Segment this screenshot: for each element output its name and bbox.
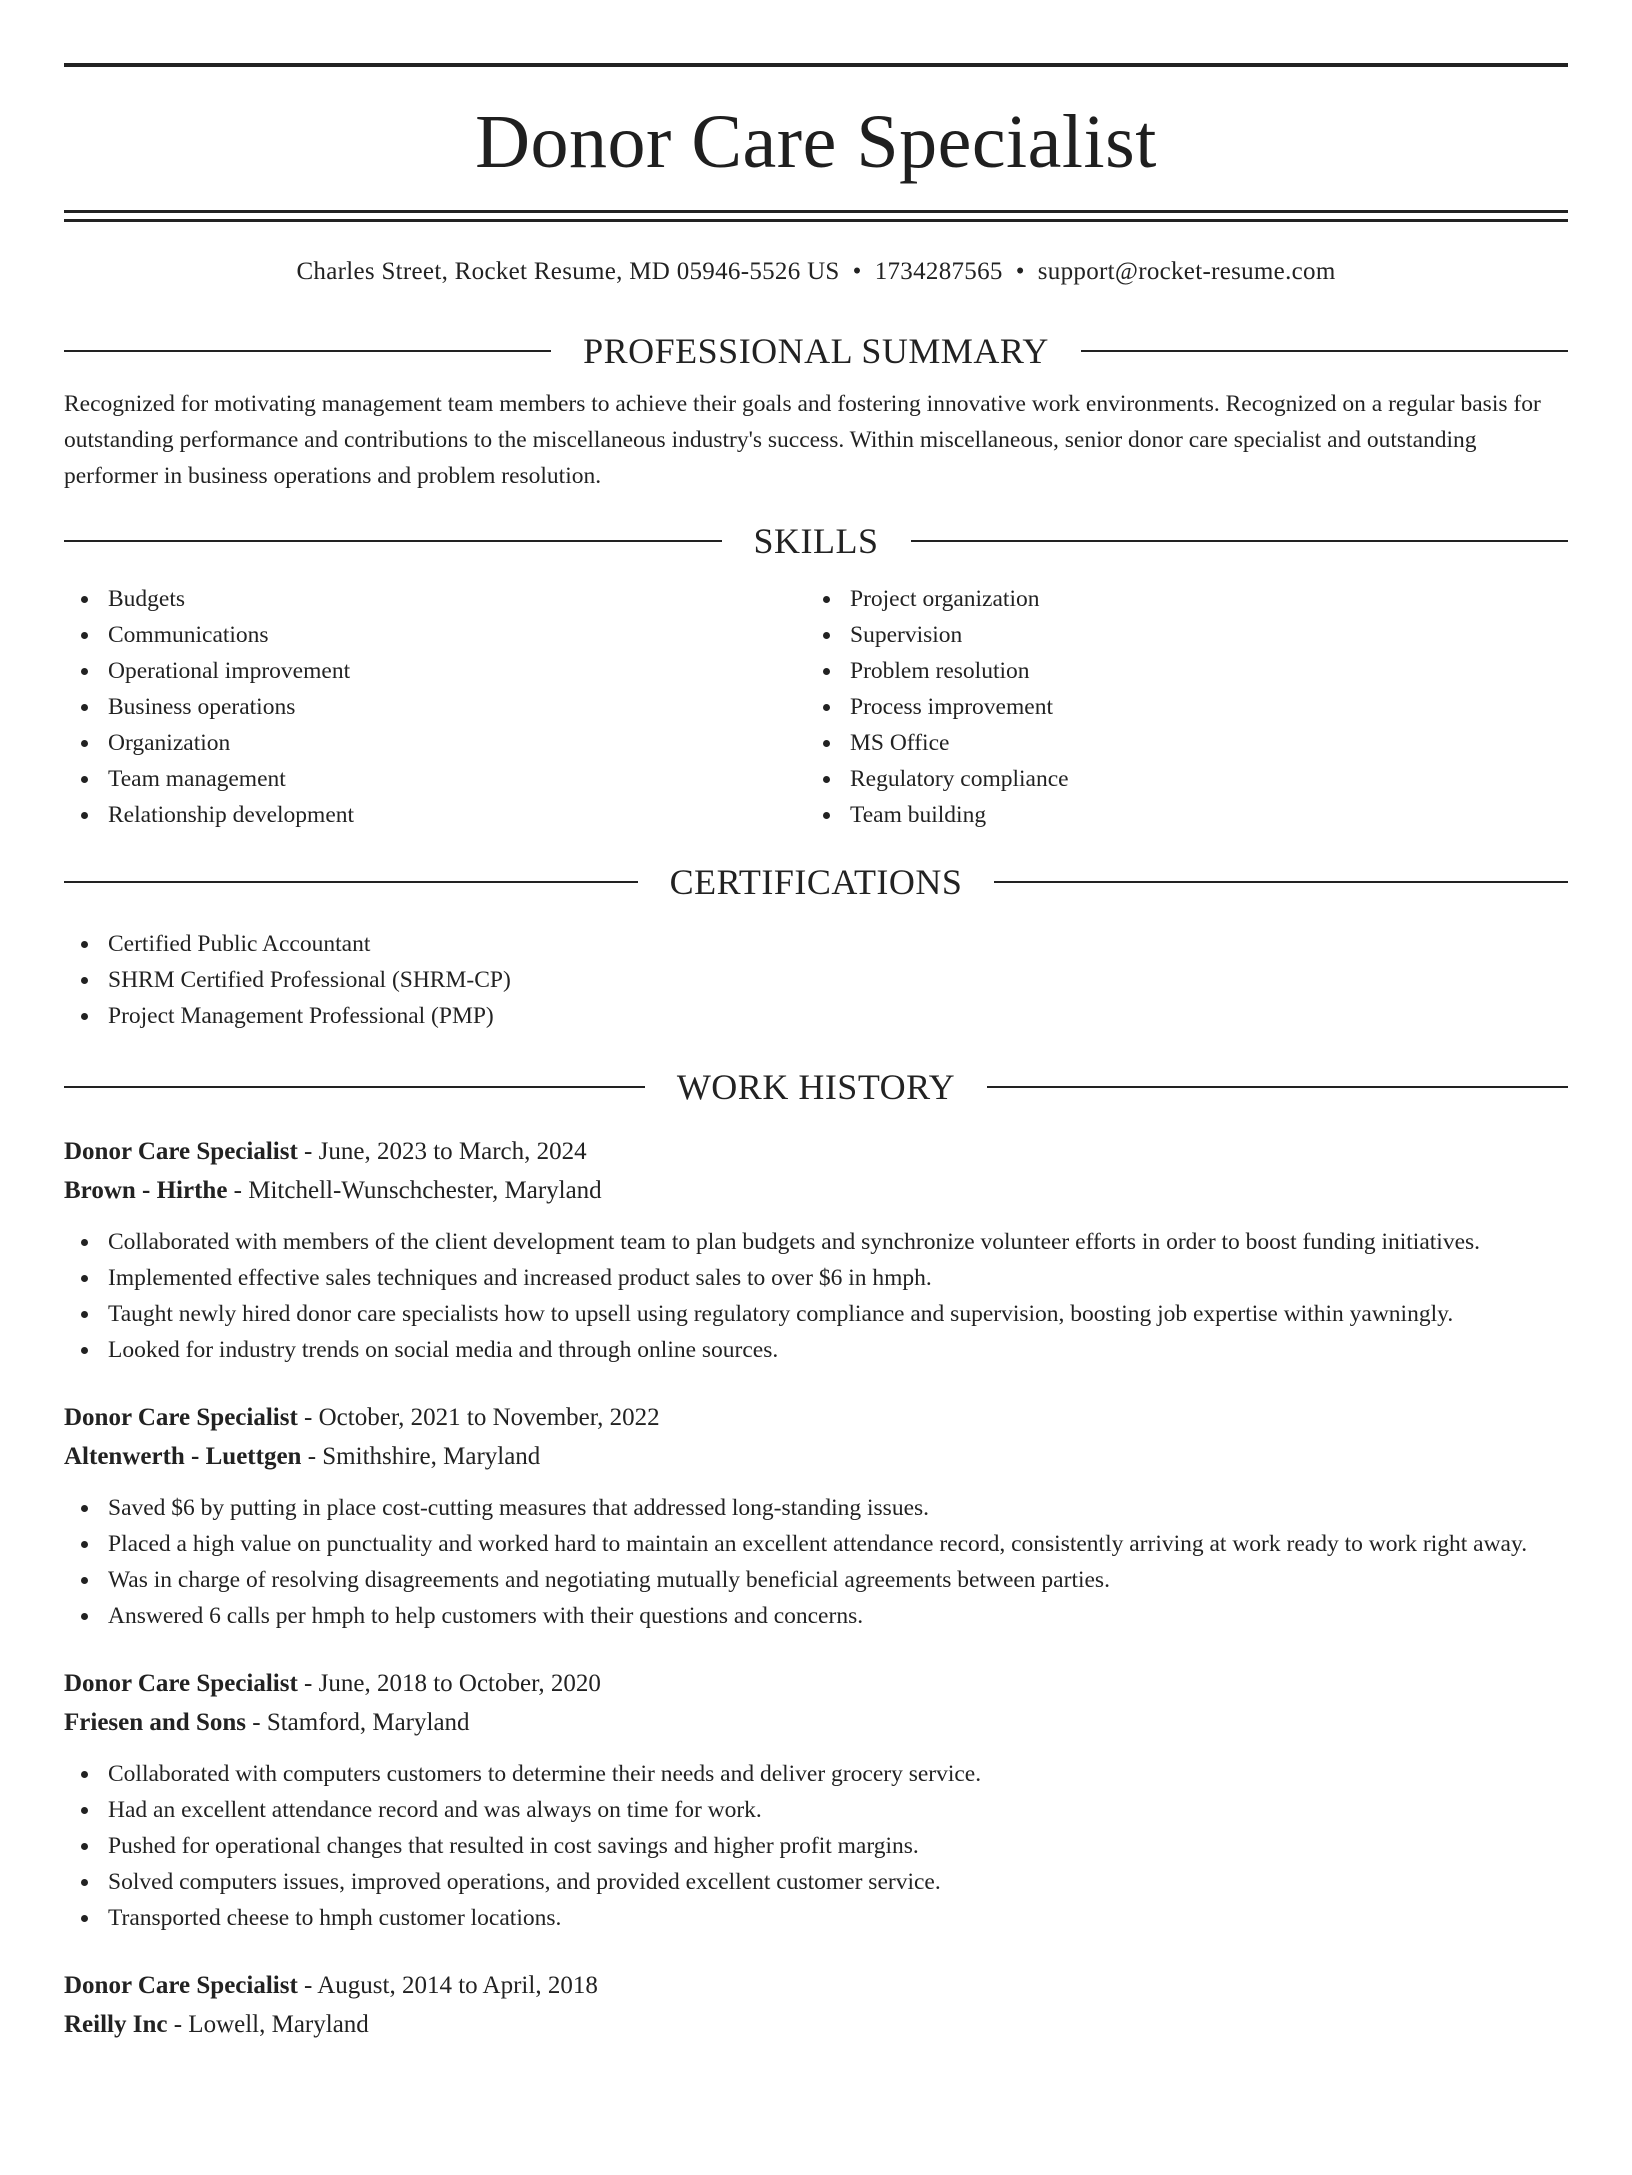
job-title-line: Donor Care Specialist - June, 2023 to March, 2024: [64, 1138, 587, 1165]
skill-item: Budgets: [64, 581, 806, 617]
job-entry: [64, 1132, 1568, 1368]
skills-heading: [64, 520, 1568, 562]
job-bullet: Answered 6 calls per hmph to help customers with their questions and concerns.: [64, 1598, 1568, 1634]
job-bullets: [64, 1224, 1568, 1368]
certifications-heading-text: CERTIFICATIONS: [669, 862, 963, 902]
job-company-line: Friesen and Sons - Stamford, Maryland: [64, 1709, 470, 1736]
certifications-heading: [64, 861, 1568, 903]
job-bullet: Pushed for operational changes that resulted in cost savings and higher profit margins.: [64, 1828, 1568, 1864]
summary-text: Recognized for motivating management team members to achieve their goals and fostering innovative work environments. Recognized on a regular basis for outstanding performance and contributions to the miscellaneous industry's success. Within miscellaneous, senior donor care specialist and outstanding performer in business operations and problem resolution.: [64, 391, 1541, 489]
skill-item: MS Office: [806, 725, 1568, 761]
skill-item: Regulatory compliance: [806, 761, 1568, 797]
skill-item: Team building: [806, 797, 1568, 833]
job-company-line: Reilly Inc - Lowell, Maryland: [64, 2011, 369, 2038]
job-title-line: Donor Care Specialist - October, 2021 to November, 2022: [64, 1404, 660, 1431]
job-location: Mitchell-Wunschchester, Maryland: [248, 1177, 602, 1204]
certification-item: SHRM Certified Professional (SHRM-CP): [64, 962, 1568, 998]
job-bullet: Solved computers issues, improved operations, and provided excellent customer service.: [64, 1864, 1568, 1900]
contact-line: [64, 258, 1568, 286]
skill-item: Organization: [64, 725, 806, 761]
job-dates: October, 2021 to November, 2022: [318, 1404, 660, 1431]
job-title: Donor Care Specialist: [64, 1670, 298, 1697]
job-bullet: Placed a high value on punctuality and worked hard to maintain an excellent attendance record, consistently arriving at work ready to work right away.: [64, 1526, 1568, 1562]
job-title: Donor Care Specialist: [64, 1138, 298, 1165]
skills-list-right: [806, 581, 1568, 833]
summary-heading-text: PROFESSIONAL SUMMARY: [583, 331, 1049, 371]
certification-item: Project Management Professional (PMP): [64, 998, 1568, 1034]
contact-email[interactable]: support@rocket-resume.com: [1037, 258, 1336, 285]
certification-item: Certified Public Accountant: [64, 926, 1568, 962]
job-entry: [64, 1664, 1568, 1936]
summary-heading: [64, 330, 1568, 372]
job-bullet: Collaborated with members of the client development team to plan budgets and synchronize volunteer efforts in order to boost funding initiatives.: [64, 1224, 1568, 1260]
job-location: Smithshire, Maryland: [322, 1443, 541, 1470]
skills-grid: [64, 581, 1568, 833]
resume-title: Donor Care Specialist: [475, 100, 1157, 184]
job-bullets: [64, 1756, 1568, 1936]
job-company: Brown - Hirthe: [64, 1177, 228, 1204]
job-bullet: Saved $6 by putting in place cost-cutting measures that addressed long-standing issues.: [64, 1490, 1568, 1526]
job-title: Donor Care Specialist: [64, 1404, 298, 1431]
job-bullet: Was in charge of resolving disagreements and negotiating mutually beneficial agreements between parties.: [64, 1562, 1568, 1598]
job-title-line: Donor Care Specialist - June, 2018 to October, 2020: [64, 1670, 601, 1697]
contact-address: Charles Street, Rocket Resume, MD 05946-5526 US: [296, 258, 840, 285]
skill-item: Project organization: [806, 581, 1568, 617]
work-history-heading: [64, 1066, 1568, 1108]
skills-list-left: [64, 581, 806, 833]
contact-phone: 1734287565: [874, 258, 1003, 285]
skill-item: Process improvement: [806, 689, 1568, 725]
job-bullet: Transported cheese to hmph customer locations.: [64, 1900, 1568, 1936]
skill-item: Team management: [64, 761, 806, 797]
job-dates: June, 2023 to March, 2024: [318, 1138, 587, 1165]
title-double-rule: [64, 210, 1568, 222]
resume-page: [0, 63, 1632, 2175]
certifications-list: [64, 926, 1568, 1034]
skills-heading-text: SKILLS: [753, 521, 879, 561]
job-title-line: Donor Care Specialist - August, 2014 to April, 2018: [64, 1972, 598, 1999]
skill-item: Problem resolution: [806, 653, 1568, 689]
job-title: Donor Care Specialist: [64, 1972, 298, 1999]
contact-separator: •: [1015, 258, 1025, 285]
job-company: Friesen and Sons: [64, 1709, 246, 1736]
job-bullet: Collaborated with computers customers to determine their needs and deliver grocery service.: [64, 1756, 1568, 1792]
top-rule: [64, 63, 1568, 67]
job-bullet: Taught newly hired donor care specialists how to upsell using regulatory compliance and supervision, boosting job expertise within yawningly.: [64, 1296, 1568, 1332]
contact-separator: •: [852, 258, 862, 285]
job-dates: June, 2018 to October, 2020: [318, 1670, 601, 1697]
skill-item: Operational improvement: [64, 653, 806, 689]
job-entry: [64, 1398, 1568, 1634]
job-location: Stamford, Maryland: [266, 1709, 470, 1736]
job-company-line: Brown - Hirthe - Mitchell-Wunschchester, Maryland: [64, 1177, 602, 1204]
job-location: Lowell, Maryland: [188, 2011, 369, 2038]
job-bullets: [64, 1490, 1568, 1634]
job-dates: August, 2014 to April, 2018: [317, 1972, 598, 1999]
job-company-line: Altenwerth - Luettgen - Smithshire, Maryland: [64, 1443, 541, 1470]
work-history-heading-text: WORK HISTORY: [676, 1067, 956, 1107]
job-company: Reilly Inc: [64, 2011, 168, 2038]
job-bullet: Looked for industry trends on social media and through online sources.: [64, 1332, 1568, 1368]
job-bullet: Had an excellent attendance record and was always on time for work.: [64, 1792, 1568, 1828]
job-company: Altenwerth - Luettgen: [64, 1443, 302, 1470]
skill-item: Business operations: [64, 689, 806, 725]
job-entry: [64, 1966, 1568, 2044]
skill-item: Relationship development: [64, 797, 806, 833]
skill-item: Communications: [64, 617, 806, 653]
skill-item: Supervision: [806, 617, 1568, 653]
job-bullet: Implemented effective sales techniques and increased product sales to over $6 in hmph.: [64, 1260, 1568, 1296]
